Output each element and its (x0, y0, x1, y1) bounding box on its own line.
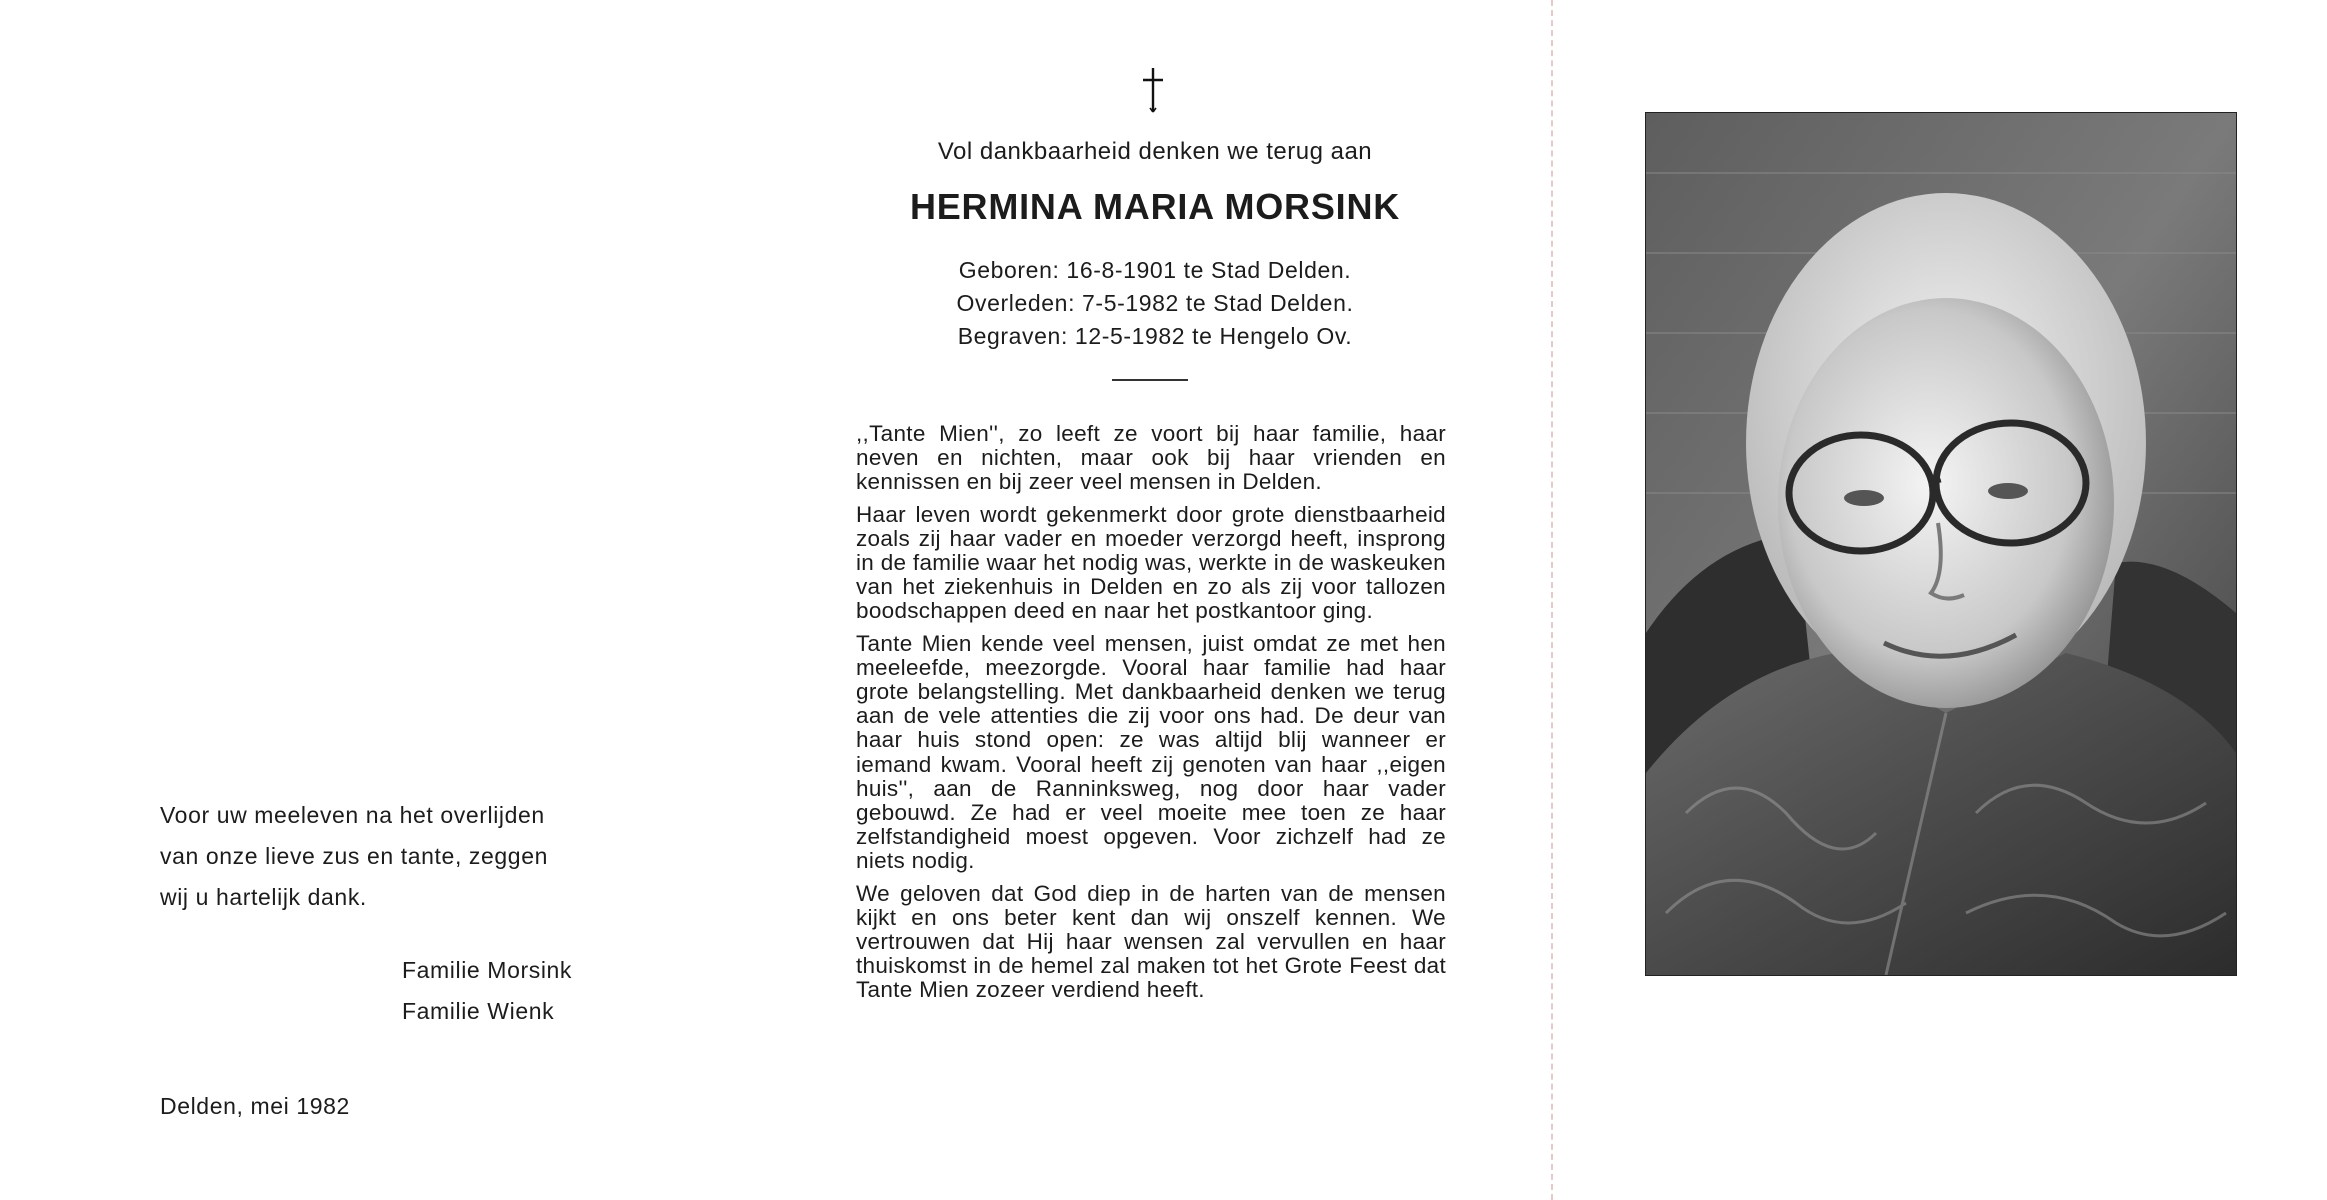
burial-date: Begraven: 12-5-1982 te Hengelo Ov. (957, 323, 1353, 349)
paragraph: Haar leven wordt gekenmerkt door grote dienstbaarheid zoals zij haar vader en moeder verzorgd heeft, insprong in de familie waar het nodig was, werkte in de waskeuken van het ziekenhuis in Delden en zo als zij voor tallozen boodschappen deed en naar het postkantoor ging. (856, 501, 1446, 624)
portrait-photo-icon (1645, 112, 2237, 976)
life-dates (855, 254, 1455, 353)
memorial-text (856, 422, 1446, 1011)
thank-you-message (160, 795, 630, 918)
paragraph: We geloven dat God diep in de harten van de mensen kijkt en ons beter kent dan wij onszelf kennen. We vertrouwen dat Hij haar wensen zal vervullen en haar thuiskomst in de hemel zal maken tot het Grote Feest dat Tante Mien zozeer verdiend heeft. (856, 880, 1446, 1003)
latin-cross-icon (1138, 66, 1168, 114)
family-name: Familie Morsink (402, 957, 573, 983)
thanks-line: wij u hartelijk dank. (160, 884, 367, 910)
fold-line (1551, 0, 1553, 1200)
paragraph: Tante Mien kende veel mensen, juist omdat ze met hen meeleefde, meezorgde. Vooral haar familie had haar grote belangstelling. Met dankbaarheid denken we terug aan de vele attenties die zij voor ons had. De deur van haar huis stond open: ze was altijd blij wanneer er iemand kwam. Vooral heeft zij genoten van haar ,,eigen huis'', aan de Ranninksweg, nog door haar vader gebouwd. Ze had er veel moeite mee toen ze haar zelfstandigheid moest opgeven. Voor zichzelf had ze niets nodig. (856, 630, 1446, 874)
divider (1112, 379, 1188, 381)
family-name: Familie Wienk (402, 998, 555, 1024)
thanks-line: van onze lieve zus en tante, zeggen (160, 843, 548, 869)
place-date: Delden, mei 1982 (160, 1093, 350, 1119)
deceased-name: HERMINA MARIA MORSINK (909, 186, 1401, 227)
birth-date: Geboren: 16-8-1901 te Stad Delden. (958, 257, 1352, 283)
paragraph: ,,Tante Mien'', zo leeft ze voort bij haar familie, haar neven en nichten, maar ook bij haar vrienden en kennissen en bij zeer veel mensen in Delden. (856, 421, 1446, 495)
intro-line: Vol dankbaarheid denken we terug aan (937, 138, 1373, 165)
family-signatures (402, 950, 572, 1032)
thanks-line: Voor uw meeleven na het overlijden (160, 802, 545, 828)
death-date: Overleden: 7-5-1982 te Stad Delden. (956, 290, 1354, 316)
